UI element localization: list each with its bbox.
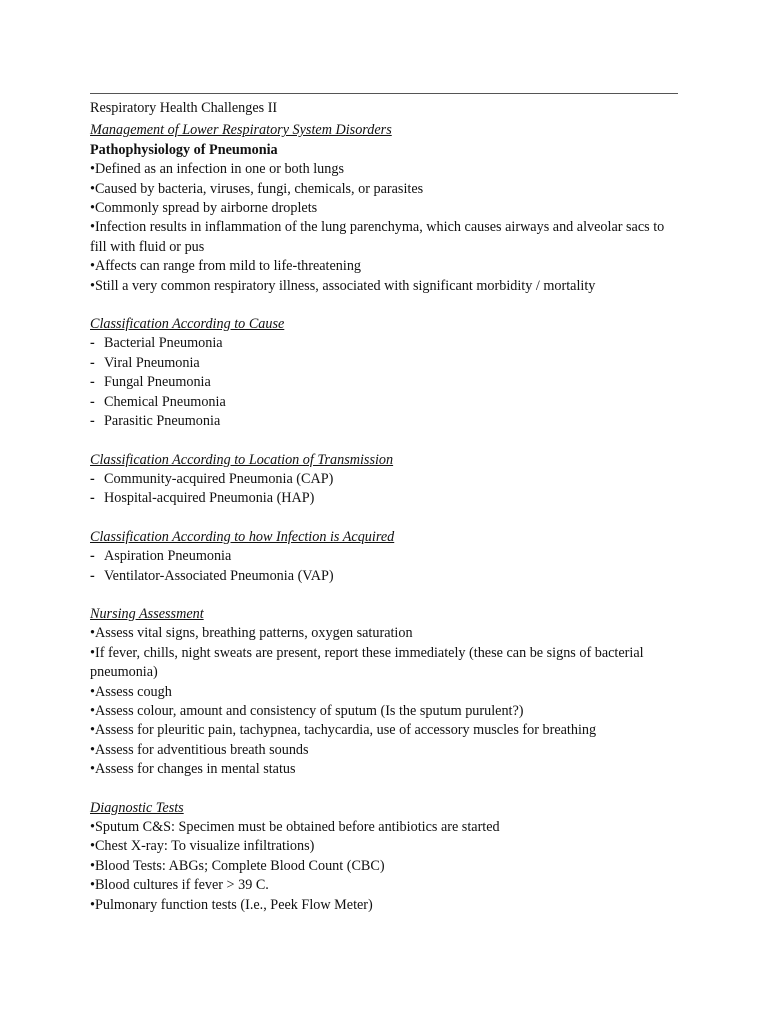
list-item xyxy=(90,354,680,373)
dash-marker: - xyxy=(90,470,95,487)
section-heading: Management of Lower Respiratory System Disorders xyxy=(90,122,392,139)
list-item: •Assess vital signs, breathing patterns, oxygen saturation xyxy=(90,625,413,642)
list-item: •Assess for changes in mental status xyxy=(90,761,296,778)
location-list xyxy=(90,470,680,509)
list-item: •Sputum C&S: Specimen must be obtained before antibiotics are started xyxy=(90,819,500,835)
list-item-text: Community-acquired Pneumonia (CAP) xyxy=(104,470,334,487)
pathophysiology-list xyxy=(90,160,680,296)
list-item: •Caused by bacteria, viruses, fungi, chemicals, or parasites xyxy=(90,180,424,197)
list-item: •If fever, chills, night sweats are present, report these immediately (these can be signs of bacterial pneumonia) xyxy=(90,644,644,681)
list-item: •Defined as an infection in one or both lungs xyxy=(90,161,344,178)
list-item: •Still a very common respiratory illness, associated with significant morbidity / mortality xyxy=(90,277,596,294)
list-item-text: Aspiration Pneumonia xyxy=(104,548,232,565)
list-item: •Affects can range from mild to life-threatening xyxy=(90,258,362,275)
list-item: •Chest X-ray: To visualize infiltrations) xyxy=(90,838,315,855)
diagnostic-tests-list xyxy=(90,818,680,915)
list-item xyxy=(90,470,680,489)
nursing-assessment-heading: Nursing Assessment xyxy=(90,605,204,622)
dash-marker: - xyxy=(90,490,95,507)
list-item: •Assess for adventitious breath sounds xyxy=(90,741,309,758)
dash-marker: - xyxy=(90,354,95,371)
list-item-text: Bacterial Pneumonia xyxy=(104,335,223,352)
list-item: •Blood Tests: ABGs; Complete Blood Count (CBC) xyxy=(90,857,385,874)
header-rule xyxy=(90,93,678,94)
cause-list xyxy=(90,334,680,431)
list-item: •Assess for pleuritic pain, tachypnea, tachycardia, use of accessory muscles for breathing xyxy=(90,722,597,739)
list-item-text: Fungal Pneumonia xyxy=(104,374,211,391)
list-item xyxy=(90,567,680,586)
list-item xyxy=(90,393,680,412)
dash-marker: - xyxy=(90,548,95,565)
list-item: •Assess colour, amount and consistency of sputum (Is the sputum purulent?) xyxy=(90,702,524,719)
list-item-text: Chemical Pneumonia xyxy=(104,393,226,410)
dash-marker: - xyxy=(90,374,95,391)
list-item xyxy=(90,334,680,353)
acquired-heading: Classification According to how Infection is Acquired xyxy=(90,528,395,545)
nursing-assessment-list xyxy=(90,624,680,779)
document-content xyxy=(90,96,680,915)
list-item-text: Parasitic Pneumonia xyxy=(104,413,221,430)
document-title: Respiratory Health Challenges II xyxy=(90,100,278,116)
list-item: •Assess cough xyxy=(90,683,172,700)
list-item: •Blood cultures if fever > 39 C. xyxy=(90,877,269,894)
list-item xyxy=(90,547,680,566)
dash-marker: - xyxy=(90,335,95,352)
list-item: •Pulmonary function tests (I.e., Peek Flow Meter) xyxy=(90,896,373,913)
pathophysiology-heading: Pathophysiology of Pneumonia xyxy=(90,141,278,158)
acquired-list xyxy=(90,547,680,586)
diagnostic-tests-heading: Diagnostic Tests xyxy=(90,799,184,816)
list-item-text: Ventilator-Associated Pneumonia (VAP) xyxy=(104,567,334,584)
list-item: •Commonly spread by airborne droplets xyxy=(90,200,318,217)
list-item xyxy=(90,489,680,508)
cause-heading: Classification According to Cause xyxy=(90,316,285,333)
list-item xyxy=(90,373,680,392)
dash-marker: - xyxy=(90,393,95,410)
list-item-text: Hospital-acquired Pneumonia (HAP) xyxy=(104,490,315,507)
list-item: •Infection results in inflammation of the lung parenchyma, which causes airways and alveolar sacs to fill with fluid or pus xyxy=(90,219,665,255)
list-item xyxy=(90,412,680,431)
dash-marker: - xyxy=(90,567,95,584)
dash-marker: - xyxy=(90,413,95,430)
list-item-text: Viral Pneumonia xyxy=(104,354,200,371)
location-heading: Classification According to Location of Transmission xyxy=(90,451,394,468)
